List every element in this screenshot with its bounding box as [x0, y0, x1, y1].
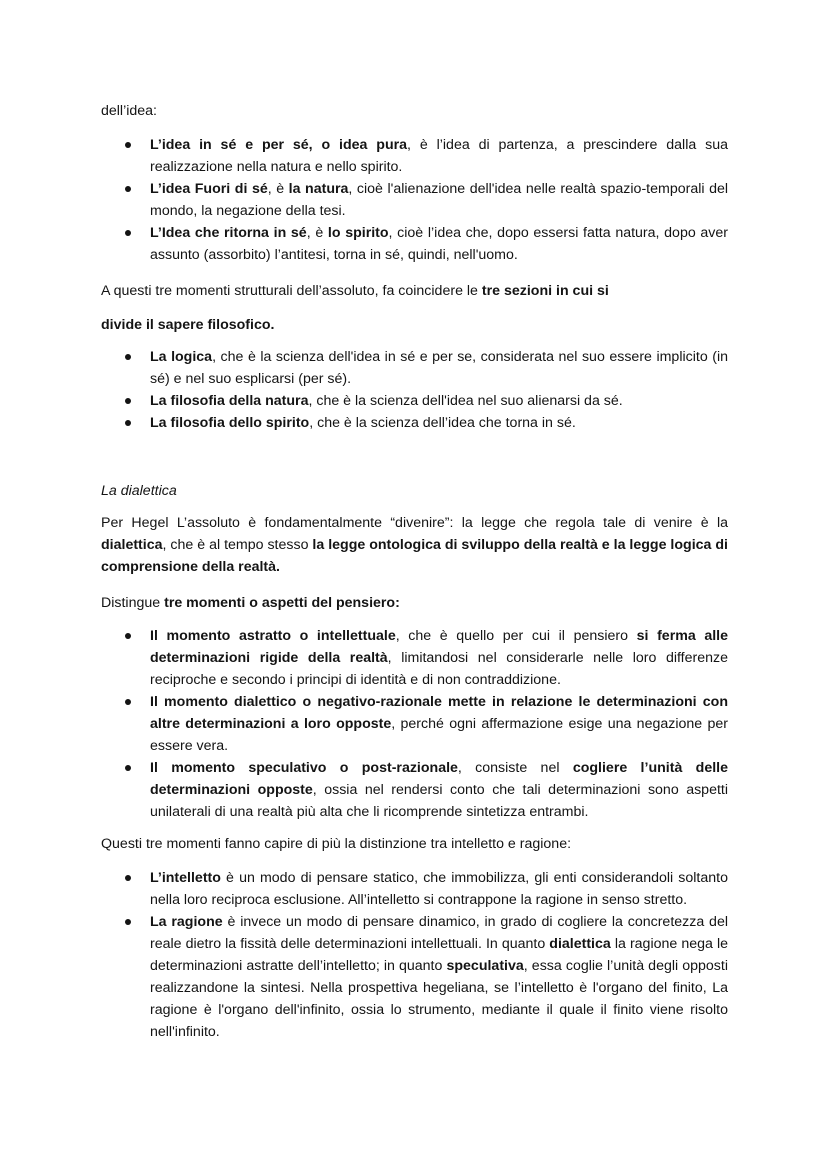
list-item: L’Idea che ritorna in sé, è lo spirito, cioè l’idea che, dopo essersi fatta natura, dopo aver assunto (assorbito) l’antitesi, torna in sé, quindi, nell'uomo. — [101, 222, 728, 266]
bullet-icon — [125, 765, 131, 771]
intro-fragment: dell’idea: — [101, 103, 158, 119]
list-item: Il momento dialettico o negativo-razionale mette in relazione le determinazioni con altre determinazioni a loro opposte, perché ogni affermazione esige una negazione per essere vera. — [101, 691, 728, 757]
idea-moments-list — [101, 134, 728, 266]
list-item: La logica, che è la scienza dell'idea in sé e per se, considerata nel suo essere implicito (in sé) e nel suo esplicarsi (per sé). — [101, 346, 728, 390]
list-item: L’idea in sé e per sé, o idea pura, è l’idea di partenza, a prescindere dalla sua realizzazione nella natura e nello spirito. — [101, 134, 728, 178]
paragraph-momenti-line2: divide il sapere filosofico. — [101, 317, 275, 333]
list-item: Il momento astratto o intellettuale, che è quello per cui il pensiero si ferma alle determinazioni rigide della realtà, limitandosi nel considerarle nelle loro differenze reciproche e secondo i principi di identità e di non contraddizione. — [101, 625, 728, 691]
bullet-icon — [125, 699, 131, 705]
paragraph-momenti-line1: A questi tre momenti strutturali dell’assoluto, fa coincidere le tre sezioni in cui si — [101, 283, 609, 299]
bullet-icon — [125, 420, 131, 426]
bullet-icon — [125, 875, 131, 881]
paragraph-distingue: Distingue tre momenti o aspetti del pensiero: — [101, 595, 400, 611]
bullet-icon — [125, 142, 131, 148]
list-item: La filosofia dello spirito, che è la scienza dell’idea che torna in sé. — [101, 412, 728, 434]
bullet-icon — [125, 230, 131, 236]
bullet-icon — [125, 186, 131, 192]
list-item: Il momento speculativo o post-razionale, consiste nel cogliere l’unità delle determinazioni opposte, ossia nel rendersi conto che tali determinazioni sono aspetti unilaterali di una realtà più alta che li ricomprende sintetizza entrambi. — [101, 757, 728, 823]
pensiero-moments-list — [101, 625, 728, 823]
list-item: L’intelletto è un modo di pensare statico, che immobilizza, gli enti considerandoli soltanto nella loro reciproca esclusione. All’intelletto si contrappone la ragione in senso stretto. — [101, 867, 728, 911]
list-item: L’idea Fuori di sé, è la natura, cioè l'alienazione dell'idea nelle realtà spazio-temporali del mondo, la negazione della tesi. — [101, 178, 728, 222]
bullet-icon — [125, 633, 131, 639]
list-item: La ragione è invece un modo di pensare dinamico, in grado di cogliere la concretezza del reale dietro la fissità delle determinazioni intellettuali. In quanto dialettica la ragione nega le determinazioni astratte dell’intelletto; in quanto speculativa, essa coglie l’unità degli opposti realizzandone la sintesi. Nella prospettiva hegeliana, se l’intelletto è l'organo del finito, La ragione è l'organo dell'infinito, ossia lo strumento, mediante il quale il finito viene risolto nell'infinito. — [101, 911, 728, 1043]
bullet-icon — [125, 354, 131, 360]
list-item: La filosofia della natura, che è la scienza dell'idea nel suo alienarsi da sé. — [101, 390, 728, 412]
intelletto-ragione-list — [101, 867, 728, 1043]
bullet-icon — [125, 398, 131, 404]
section-title: La dialettica — [101, 483, 177, 499]
bullet-icon — [125, 919, 131, 925]
sezioni-list — [101, 346, 728, 434]
paragraph-questi: Questi tre momenti fanno capire di più la distinzione tra intelletto e ragione: — [101, 836, 572, 852]
paragraph-hegel: Per Hegel L’assoluto è fondamentalmente “divenire”: la legge che regola tale di venire è la dialettica, che è al tempo stesso la legge ontologica di sviluppo della realtà e la legge logica di comprensione della realtà. — [101, 515, 728, 575]
